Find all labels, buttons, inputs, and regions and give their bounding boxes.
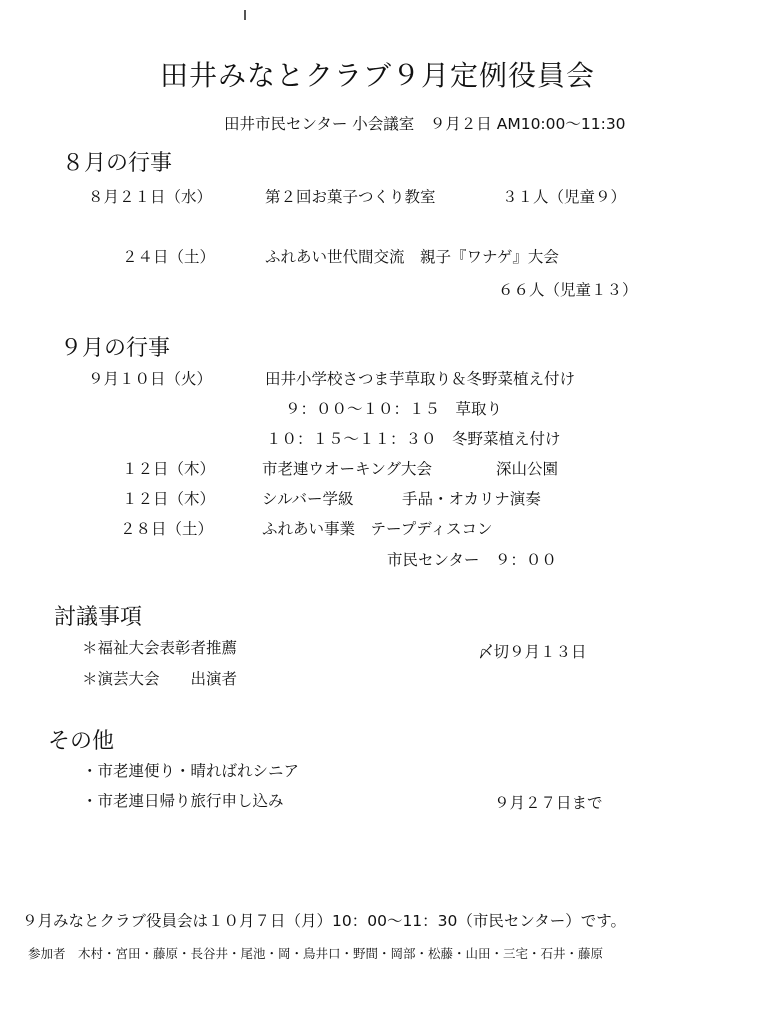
- discussion-deadline: 〆切９月１３日: [478, 643, 587, 661]
- attendees-list: 参加者 木村・宮田・藤原・長谷井・尾池・岡・鳥井口・野間・岡部・松藤・山田・三宅・石井・藤原: [28, 946, 604, 961]
- august-item-count: ６６人（児童１３）: [498, 281, 638, 299]
- august-heading: ８月の行事: [62, 151, 173, 176]
- august-item-date: ８月２１日（水）: [88, 188, 213, 206]
- september-item-event: シルバー学級: [262, 490, 354, 508]
- next-meeting-notice: ９月みなとクラブ役員会は１０月７日（月）10：00～11：30（市民センター）です。: [22, 912, 627, 930]
- september-item-date: ９月１０日（火）: [88, 370, 213, 388]
- august-item-date: ２４日（土）: [122, 248, 216, 266]
- discussion-heading: 討議事項: [54, 605, 143, 630]
- september-item-date: １２日（木）: [122, 490, 216, 508]
- september-heading: ９月の行事: [60, 336, 171, 361]
- september-item-event: 市老連ウオーキング大会: [262, 460, 433, 478]
- scan-speck: [244, 10, 246, 20]
- september-item-event: 田井小学校さつま芋草取り＆冬野菜植え付け: [265, 370, 576, 388]
- venue-line: 田井市民センター 小会議室 ９月２日 AM10:00～11:30: [224, 115, 626, 133]
- other-item: ・市老連便り・晴ればれシニア: [82, 762, 300, 780]
- august-item-event: 第２回お菓子つくり教室: [265, 188, 436, 206]
- other-heading: その他: [48, 729, 115, 754]
- august-item-count: ３１人（児童９）: [502, 188, 627, 206]
- september-item-date: １２日（木）: [122, 460, 216, 478]
- september-item-place: 深山公園: [496, 460, 559, 478]
- september-item-sub: １０：１５～１１：３０ 冬野菜植え付け: [266, 430, 561, 448]
- other-deadline: ９月２７日まで: [494, 794, 603, 812]
- september-item-date: ２８日（土）: [120, 520, 214, 538]
- september-item-sub: ９：００～１０：１５ 草取り: [285, 400, 503, 418]
- september-item-place: 手品・オカリナ演奏: [402, 490, 541, 508]
- september-item-event: ふれあい事業 テープディスコン: [262, 520, 493, 538]
- discussion-item: ＊演芸大会 出演者: [82, 670, 238, 688]
- other-item: ・市老連日帰り旅行申し込み: [82, 792, 284, 810]
- discussion-item: ＊福祉大会表彰者推薦: [82, 639, 238, 657]
- september-item-place: 市民センター ９：００: [387, 551, 557, 569]
- august-item-event: ふれあい世代間交流 親子『ワナゲ』大会: [265, 248, 559, 266]
- page-title: 田井みなとクラブ９月定例役員会: [160, 59, 596, 92]
